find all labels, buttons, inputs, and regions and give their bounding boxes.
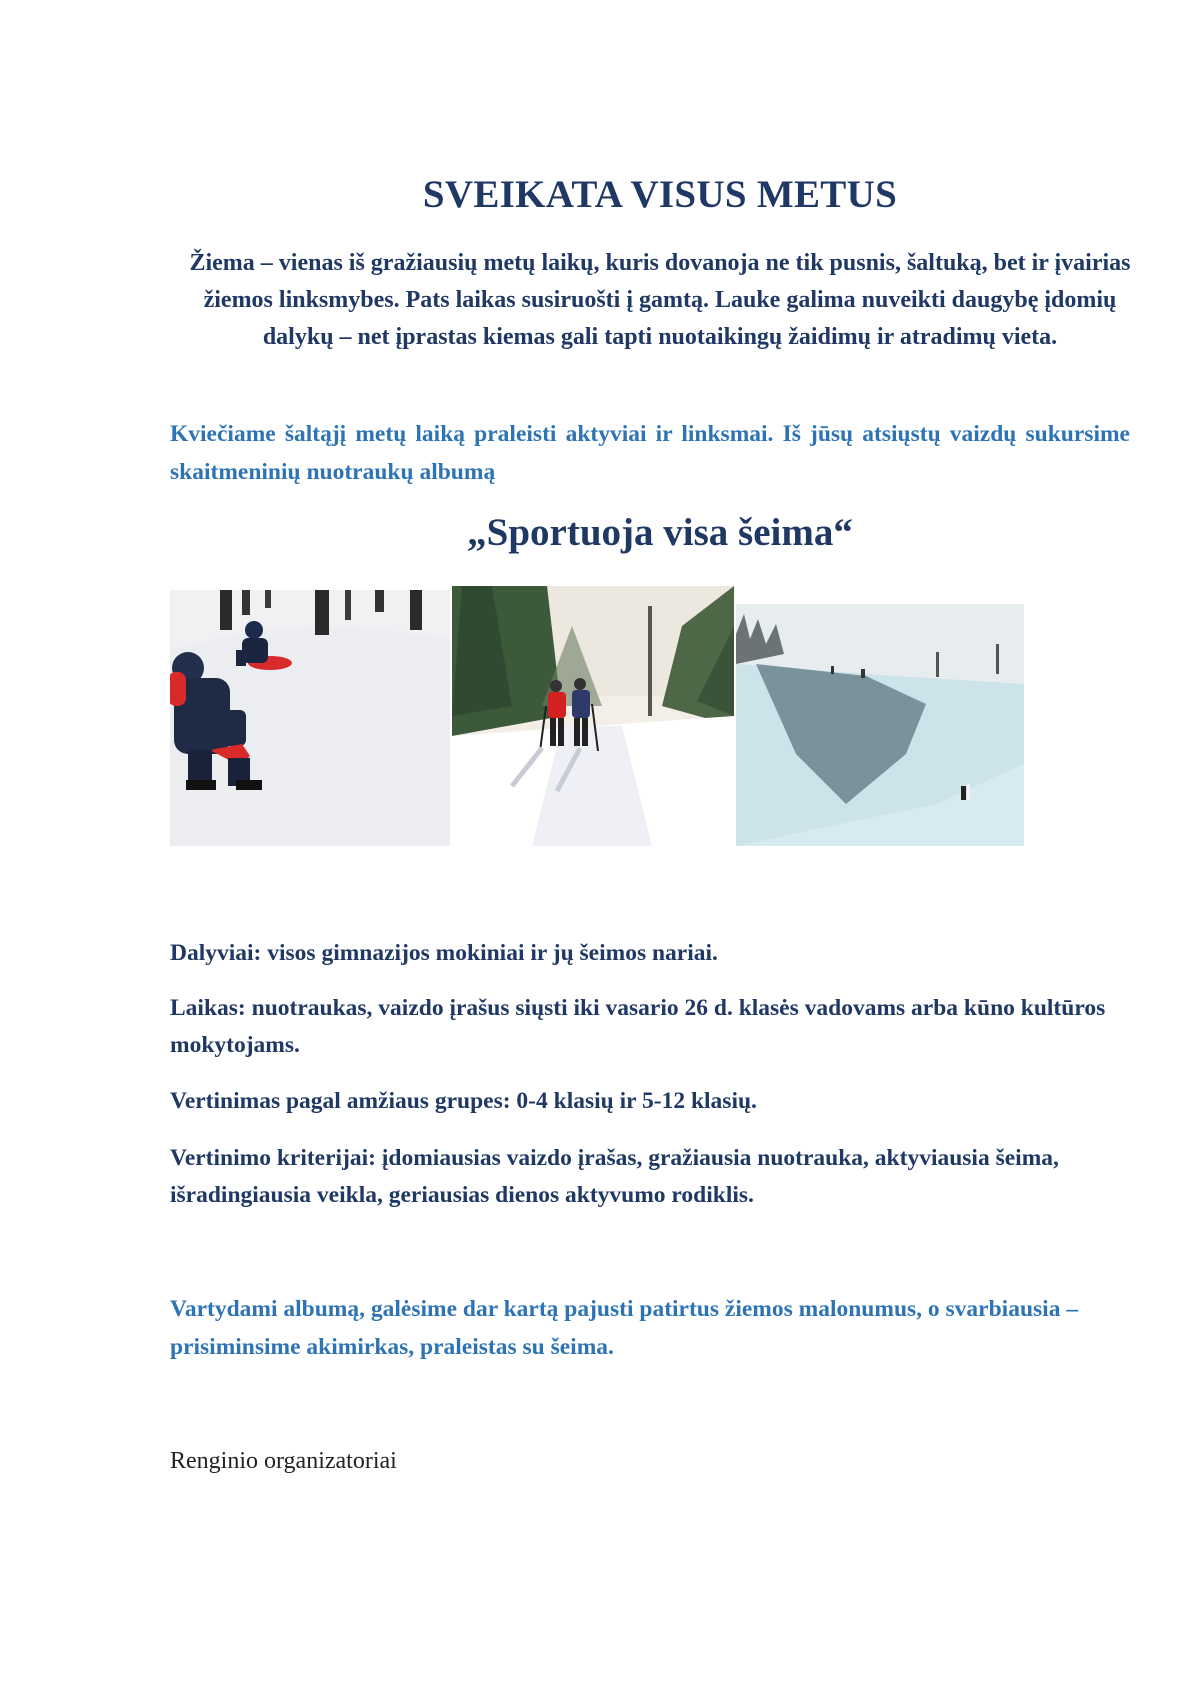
snowy-slope-photo (736, 604, 1024, 846)
organizers-signature: Renginio organizatoriai (170, 1448, 397, 1474)
winter-walk-photo (452, 586, 734, 846)
intro-paragraph: Žiema – vienas iš gražiausių metų laikų, kuris dovanoja ne tik pusnis, šaltuką, bet ir įvairias žiemos linksmybes. Pats laikas susiruošti į gamtą. Lauke galima nuveikti daugybę įdomių dalykų – net įprastas kiemas gali tapti nuotaikingų žaidimų ir atradimų vieta. (189, 250, 1131, 350)
page-title: SVEIKATA VISUS METUS (422, 173, 898, 216)
participants-paragraph: Dalyviai: visos gimnazijos mokiniai ir jų šeimos nariai. (170, 940, 718, 966)
deadline-paragraph: Laikas: nuotraukas, vaizdo įrašus siųsti iki vasario 26 d. klasės vadovams arba kūno kultūros mokytojams. (170, 995, 1106, 1058)
photo-strip (170, 586, 1030, 846)
sledding-photo (170, 590, 450, 846)
criteria-paragraph: Vertinimo kriterijai: įdomiausias vaizdo įrašas, gražiausia nuotrauka, aktyviausia šeima, išradingiausia veikla, geriausias dienos aktyvumo rodiklis. (170, 1145, 1059, 1208)
invitation-paragraph: Kviečiame šaltąjį metų laiką praleisti aktyviai ir linksmai. Iš jūsų atsiųstų vaizdų sukursime skaitmeninių nuotraukų albumą (170, 421, 1130, 485)
album-title: „Sportuoja visa šeima“ (467, 511, 853, 554)
closing-paragraph: Vartydami albumą, galėsime dar kartą pajusti patirtus žiemos malonumus, o svarbiausia – prisiminsime akimirkas, praleistas su šeima. (170, 1296, 1079, 1360)
age-groups-paragraph: Vertinimas pagal amžiaus grupes: 0-4 klasių ir 5-12 klasių. (170, 1088, 757, 1114)
